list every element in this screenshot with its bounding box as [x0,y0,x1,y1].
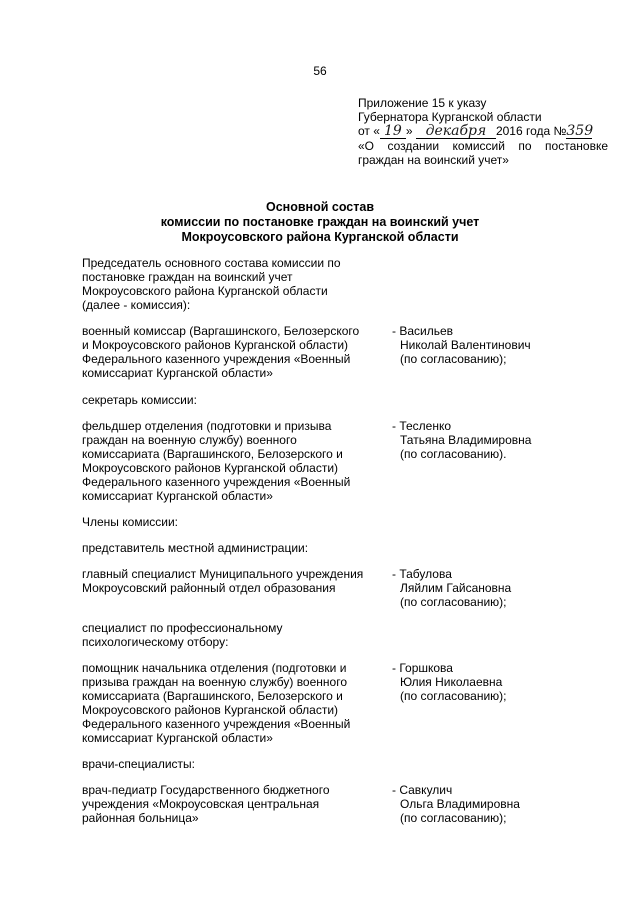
member-name [392,661,562,703]
psych-heading [82,621,552,649]
page-number: 56 [313,64,327,78]
position-line: комиссариат Курганской области» [82,366,273,380]
position-line: Мокроусовский районный отдел образования [82,581,336,595]
member-name [392,783,562,825]
agreement-note: (по согласованию). [400,447,507,461]
position-line: Мокроусовского районов Курганской области) [82,703,339,717]
appendix-line-1: Приложение 15 к указу [358,96,487,110]
members-heading: Члены комиссии: [82,515,179,529]
appendix-line-2: Губернатора Курганской области [358,110,542,124]
doctors-heading: врачи-специалисты: [82,757,195,771]
surname: - Горшкова [392,661,453,675]
appendix-subject-line-2: граждан на воинский учет» [358,153,509,167]
title-line-2: комиссии по постановке граждан на воинский учет [160,215,480,229]
chair-intro-line: постановке граждан на воинский учет [82,270,293,284]
member-position [82,324,387,380]
agreement-note: (по согласованию); [400,811,507,825]
handwritten-day: 19 [380,125,406,139]
member-position [82,783,387,825]
surname: - Савкулич [392,783,453,797]
handwritten-number: 359 [566,123,594,139]
date-mid: » [405,124,413,138]
psych-heading-line: психологическому отбору: [82,635,229,649]
year-text: 2016 года № [495,124,567,138]
position-line: граждан на военную службу) военного [82,433,297,447]
local-admin-heading: представитель местной администрации: [82,541,309,555]
position-line: призыва граждан на военную службу) военного [82,675,347,689]
position-line: фельдшер отделения (подготовки и призыва [82,419,332,433]
member-name [392,324,562,366]
position-line: комиссариата (Варгашинского, Белозерского и [82,689,343,703]
position-line: комиссариата (Варгашинского, Белозерского и [82,447,343,461]
secretary-heading: секретарь комиссии: [82,393,197,407]
position-line: Федерального казенного учреждения «Военный [82,475,351,489]
member-position [82,661,387,745]
member-position [82,567,387,595]
chair-intro-line: Мокроусовского района Курганской области [82,284,328,298]
appendix-date-line [358,124,608,139]
document-title [0,200,640,245]
psych-heading-line: специалист по профессиональному [82,621,283,635]
chair-intro-line: (далее - комиссия): [82,298,191,312]
surname: - Васильев [392,324,454,338]
position-line: врач-педиатр Государственного бюджетного [82,783,330,797]
chair-intro-line: Председатель основного состава комиссии по [82,256,341,270]
position-line: Федерального казенного учреждения «Военный [82,352,351,366]
position-line: районная больница» [82,811,199,825]
given-names: Ольга Владимировна [400,797,520,811]
member-name [392,419,562,461]
surname: - Табулова [392,567,452,581]
chair-intro [82,256,552,312]
position-line: комиссариат Курганской области» [82,731,273,745]
position-line: помощник начальника отделения (подготовки и [82,661,347,675]
position-line: учреждения «Мокроусовская центральная [82,797,320,811]
member-position [82,419,387,503]
member-name [392,567,562,609]
agreement-note: (по согласованию); [400,689,507,703]
agreement-note: (по согласованию); [400,352,507,366]
handwritten-month: декабря [416,125,496,139]
surname: - Тесленко [392,419,452,433]
appendix-header [358,96,608,167]
position-line: Федерального казенного учреждения «Военный [82,717,351,731]
appendix-subject-line-1: «О создании комиссий по постановке [358,139,608,153]
position-line: комиссариат Курганской области» [82,489,273,503]
given-names: Татьяна Владимировна [400,433,532,447]
position-line: военный комиссар (Варгашинского, Белозерского [82,324,360,338]
title-line-1: Основной состав [265,200,375,214]
position-line: Мокроусовского районов Курганской области) [82,461,339,475]
date-prefix: от « [358,124,380,138]
title-line-3: Мокроусовского района Курганской области [181,230,459,244]
given-names: Ляйлим Гайсановна [400,581,512,595]
position-line: главный специалист Муниципального учреждения [82,567,364,581]
position-line: и Мокроусовского районов Курганской области) [82,338,349,352]
agreement-note: (по согласованию); [400,595,507,609]
given-names: Юлия Николаевна [400,675,503,689]
given-names: Николай Валентинович [400,338,531,352]
